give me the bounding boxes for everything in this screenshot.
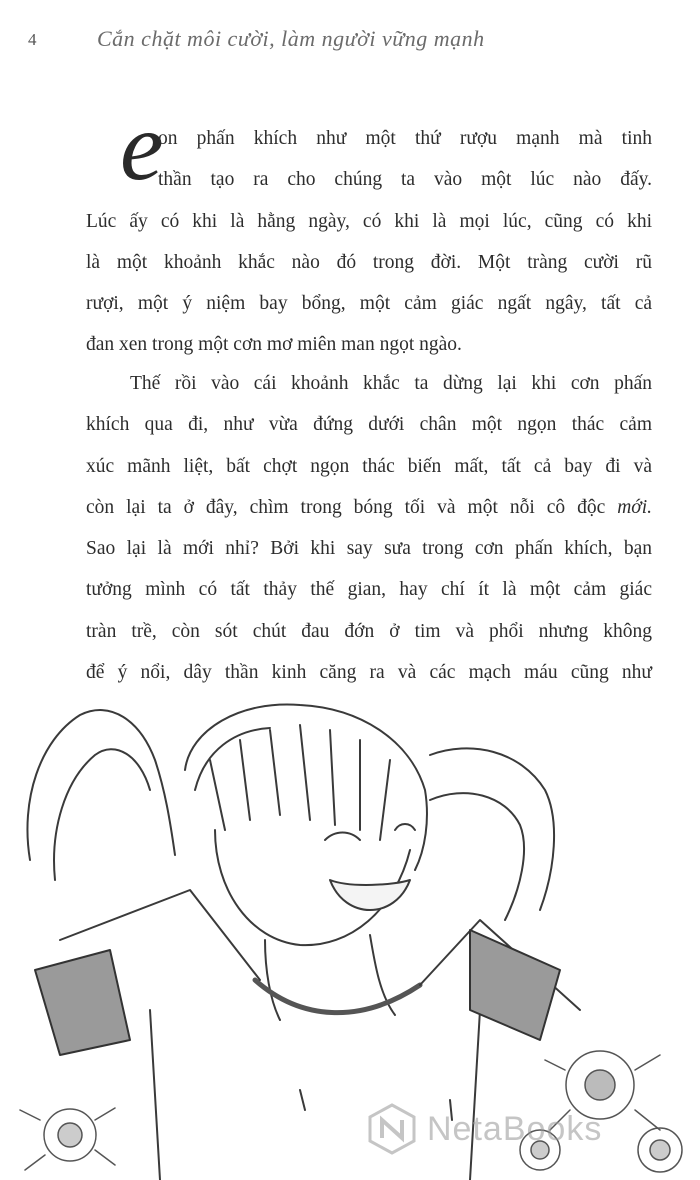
text-line: là một khoảnh khắc nào đó trong đời. Một tràng cười rũ [86, 251, 652, 273]
closed-eye-right [395, 824, 415, 830]
paragraph-1 [86, 118, 652, 366]
right-sleeve [470, 930, 560, 1040]
running-title: Cắn chặt môi cười, làm người vững mạnh [97, 26, 485, 51]
left-arm [27, 710, 175, 860]
watermark [365, 1102, 685, 1158]
text-line: Sao lại là mới nhỉ? Bởi khi say sưa trong cơn phấn khích, bạn [86, 538, 652, 560]
text-line-with-emphasis [86, 487, 652, 528]
text-line: để ý nổi, dây thần kinh căng ra và các mạch máu cũng như [86, 662, 652, 684]
text-line: tưởng mình có tất thảy thế gian, hay chí ít là một cảm giác [86, 579, 652, 601]
shirt-collar [255, 980, 420, 1013]
text-line: khích qua đi, như vừa đứng dưới chân một ngọn thác cảm [86, 414, 652, 436]
drop-cap: e [120, 93, 164, 201]
right-arm [430, 748, 554, 910]
text-line: thần tạo ra cho chúng ta vào một lúc nào đấy. [158, 169, 652, 191]
text-line: Lúc ấy có khi là hằng ngày, có khi là mọi lúc, cũng có khi [86, 210, 652, 232]
laughing-mouth [330, 880, 410, 910]
page-header [0, 22, 700, 62]
text-line: on phấn khích như một thứ rượu mạnh mà tinh [158, 128, 652, 149]
text-line: xúc mãnh liệt, bất chợt ngọn thác biến mất, tất cả bay đi và [86, 455, 652, 477]
page-number: 4 [28, 30, 37, 49]
emphasis-word: mới. [617, 496, 653, 518]
watermark-text: NetaBooks [427, 1110, 603, 1148]
text-line: tràn trề, còn sót chút đau đớn ở tim và phổi nhưng không [86, 620, 652, 642]
text-line: đan xen trong một cơn mơ miên man ngọt ngào. [86, 334, 462, 356]
n-logo-icon [365, 1102, 419, 1156]
closed-eye-left [325, 833, 360, 841]
text-line: rượi, một ý niệm bay bổng, một cảm giác ngất ngây, tất cả [86, 293, 652, 315]
neck [265, 940, 280, 1020]
text-line: Thế rồi vào cái khoảnh khắc ta dừng lại khi cơn phấn [130, 373, 652, 394]
paragraph-2 [86, 363, 652, 693]
left-sleeve [35, 950, 130, 1055]
text-fragment: còn lại ta ở đây, chìm trong bóng tối và một nỗi cô độc [86, 496, 606, 518]
